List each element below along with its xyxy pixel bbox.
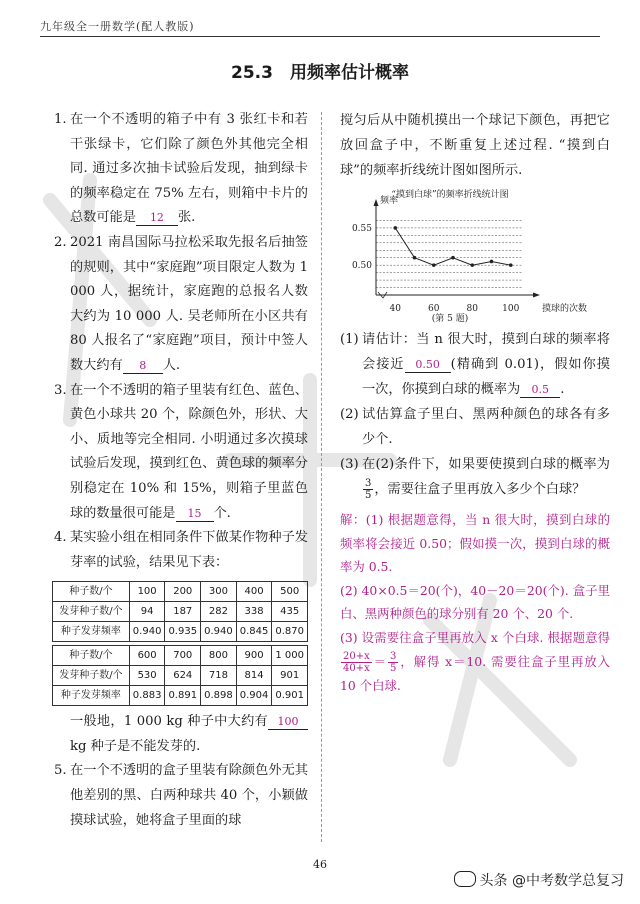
sub-question-text: ，需要往盒子里再放入多少个白球？ — [374, 482, 586, 497]
table-cell: 814 — [236, 666, 272, 686]
table-cell: 0.891 — [165, 686, 201, 706]
fraction-numerator: 3 — [365, 478, 372, 489]
table-cell: 435 — [272, 602, 308, 622]
book-label: 九年级全一册数学(配人教版) — [40, 20, 195, 33]
table-cell: 718 — [201, 666, 237, 686]
question-number: 5. — [54, 763, 67, 779]
question-tail: 张. — [177, 210, 196, 226]
equals-sign: ＝ — [372, 653, 388, 669]
page-number: 46 — [313, 858, 327, 871]
question-4 — [56, 526, 308, 575]
data-point — [509, 263, 513, 267]
data-point — [470, 263, 474, 267]
sub-question-number: (1) — [340, 332, 359, 347]
question-text: 2021 南昌国际马拉松采取先报名后抽签的规则，其中“家庭跑”项目限定人数为 1 000 人，据统计，家庭跑的总报名人数大约为 10 000 人. 吴老师所在小区共有 80 人报名了“家庭跑”项目，预计中签人数大约有 — [70, 234, 308, 373]
y-tick-label: 0.55 — [351, 223, 372, 234]
answer-blank: 0.5 — [520, 383, 560, 398]
table-cell: 1 000 — [272, 646, 308, 666]
sub-question-number: (2) — [340, 407, 359, 422]
question-5-continued: 搅匀后从中随机摸出一个球记下颜色，再把它放回盒子中，不断重复上述过程. “摸到白球”的频率折线统计图如图所示. — [340, 113, 610, 178]
table-cell: 900 — [236, 646, 272, 666]
right-column — [340, 108, 610, 697]
fraction-numerator: 20+x — [343, 650, 370, 662]
table-cell: 400 — [236, 582, 272, 602]
table-row-label: 发芽种子数/个 — [53, 602, 130, 622]
x-tick-label: 60 — [428, 304, 440, 314]
data-point — [432, 263, 436, 267]
table-cell: 530 — [129, 666, 165, 686]
answer-blank: 15 — [176, 507, 214, 522]
toutiao-icon — [454, 871, 476, 887]
answer-blank: 12 — [136, 211, 178, 226]
table-cell: 0.845 — [236, 622, 272, 642]
fraction-denominator: 5 — [365, 490, 372, 501]
fraction-denominator: 40+x — [343, 662, 370, 674]
table-cell: 600 — [129, 646, 165, 666]
table-cell: 0.940 — [129, 622, 165, 642]
table-cell: 0.901 — [272, 686, 308, 706]
table-cell: 0.898 — [201, 686, 237, 706]
y-axis-label: 频率 — [380, 196, 399, 206]
watermark-text: 头条 @中考数学总复习 — [479, 873, 624, 889]
y-axis-arrow — [374, 199, 379, 206]
x-tick-label: 40 — [389, 304, 401, 314]
table-cell: 94 — [129, 602, 165, 622]
question-text: 一般地，1 000 kg 种子中大约有 — [70, 714, 268, 730]
solution-line: 解：(1) 根据题意得，当 n 很大时，摸到白球的频率将会接近 0.50；假如摸一次，摸到白球的概率为 0.5. — [340, 512, 610, 575]
table-cell: 700 — [165, 646, 201, 666]
page-title: 25.3 用频率估计概率 — [231, 63, 409, 83]
table-cell: 300 — [201, 582, 237, 602]
x-tick-label: 80 — [466, 304, 478, 314]
table-row — [53, 622, 308, 642]
question-text: 在一个不透明的箱子中有 3 张红卡和若干张绿卡，它们除了颜色外其他完全相同. 通过多次抽卡试验后发现，抽到绿卡的频率稳定在 75% 左右，则箱中卡片的总数可能是 — [70, 112, 308, 226]
table-row-label: 种子数/个 — [53, 646, 130, 666]
solution-line — [340, 626, 610, 697]
table-cell: 338 — [236, 602, 272, 622]
fraction-denominator: 5 — [390, 662, 397, 674]
column-divider — [321, 112, 322, 842]
table-row — [53, 666, 308, 686]
answer-blank: 100 — [268, 715, 308, 730]
data-point — [413, 256, 417, 260]
table-row — [53, 602, 308, 622]
table-cell: 187 — [165, 602, 201, 622]
table-cell: 0.883 — [129, 686, 165, 706]
sub-question-text: 在(2)条件下，如果要使摸到白球的概率为 — [362, 457, 610, 472]
table-row — [53, 582, 308, 602]
table-cell: 0.935 — [165, 622, 201, 642]
fraction-numerator: 3 — [390, 650, 397, 662]
table-row-label: 发芽种子数/个 — [53, 666, 130, 686]
question-4-followup — [56, 710, 308, 759]
answer-blank: 0.50 — [405, 358, 451, 373]
table-cell: 200 — [165, 582, 201, 602]
question-number: 3. — [54, 382, 67, 398]
sub-question-3 — [340, 452, 610, 502]
table-cell: 0.940 — [201, 622, 237, 642]
data-point — [451, 256, 455, 260]
table-cell: 0.870 — [272, 622, 308, 642]
sub-question-2 — [340, 402, 610, 452]
data-point — [393, 226, 397, 230]
solution-line: (2) 40×0.5＝20(个)，40－20＝20(个). 盒子里白、黑两种颜色的球分别有 20 个、20 个. — [340, 582, 610, 622]
sub-question-text: . — [560, 382, 565, 397]
fraction — [388, 651, 398, 674]
x-axis-arrow — [533, 293, 540, 298]
table-cell: 800 — [201, 646, 237, 666]
frequency-chart-svg — [340, 187, 610, 327]
question-text: 某实验小组在相同条件下做某作物种子发芽率的试验，结果见下表： — [70, 530, 308, 570]
sub-question-number: (3) — [340, 457, 359, 472]
series-line — [395, 228, 511, 265]
chart-caption: (第 5 题) — [431, 314, 469, 324]
question-tail: kg 种子是不能发芽的. — [70, 738, 201, 754]
table-cell: 901 — [272, 666, 308, 686]
question-number: 2. — [54, 234, 67, 250]
seed-table — [52, 581, 308, 706]
question-number: 4. — [54, 530, 67, 546]
sub-question-1 — [340, 327, 610, 402]
y-tick-label: 0.50 — [351, 261, 372, 272]
table-row-label: 种子发芽频率 — [53, 622, 130, 642]
table-cell: 282 — [201, 602, 237, 622]
frequency-chart — [340, 187, 610, 327]
table-row-label: 种子发芽频率 — [53, 686, 130, 706]
question-1 — [56, 108, 308, 231]
sub-question-text: (精确到 0.01)，假如你摸一次，你摸到白球的概率为 — [362, 357, 610, 397]
data-point — [490, 260, 494, 264]
answer-blank: 8 — [123, 359, 163, 374]
table-row-label: 种子数/个 — [53, 582, 130, 602]
solution-text: (3) 设需要往盒子里再放入 x 个白球. 根据题意得 — [340, 629, 610, 645]
question-number: 1. — [54, 112, 67, 127]
table-row — [53, 686, 308, 706]
table-cell: 0.904 — [236, 686, 272, 706]
question-tail: 人. — [162, 357, 181, 373]
table-cell: 100 — [129, 582, 165, 602]
question-text: 在一个不透明的盒子里装有除颜色外无其他差别的黑、白两种球共 40 个，小颖做摸球试验，她将盒子里面的球 — [70, 763, 308, 828]
table-cell: 624 — [165, 666, 201, 686]
table-row — [53, 646, 308, 666]
x-tick-label: 100 — [502, 304, 520, 314]
question-text: 在一个不透明的箱子里装有红色、蓝色、黄色小球共 20 个，除颜色外，形状、大小、质地等完全相同. 小明通过多次摸球试验后发现，摸到红色、黄色球的频率分别稳定在 10% 和 15%，则箱子里蓝色球的数量很可能是 — [70, 382, 308, 521]
source-watermark — [454, 870, 624, 890]
solution-block — [340, 508, 610, 697]
sub-question-text: 试估算盒子里白、黑两种颜色的球各有多少个. — [362, 407, 610, 447]
left-column — [56, 108, 308, 833]
fraction — [341, 651, 372, 674]
x-axis-label: 摸球的次数 — [542, 304, 588, 314]
question-tail: 个. — [213, 505, 231, 521]
header-rule — [40, 36, 600, 37]
chart-title: “摸到白球”的频率折线统计图 — [391, 190, 509, 200]
question-5 — [56, 759, 308, 833]
sub-question-text: 请估计：当 n 很大时，摸到白球的频率将会接近 — [362, 332, 610, 372]
fraction — [363, 478, 373, 501]
table-cell: 500 — [272, 582, 308, 602]
question-2 — [56, 231, 308, 379]
solution-text: ，解得 x＝10. 需要往盒子里再放入 10 个白球. — [340, 653, 610, 693]
question-3 — [56, 379, 308, 527]
